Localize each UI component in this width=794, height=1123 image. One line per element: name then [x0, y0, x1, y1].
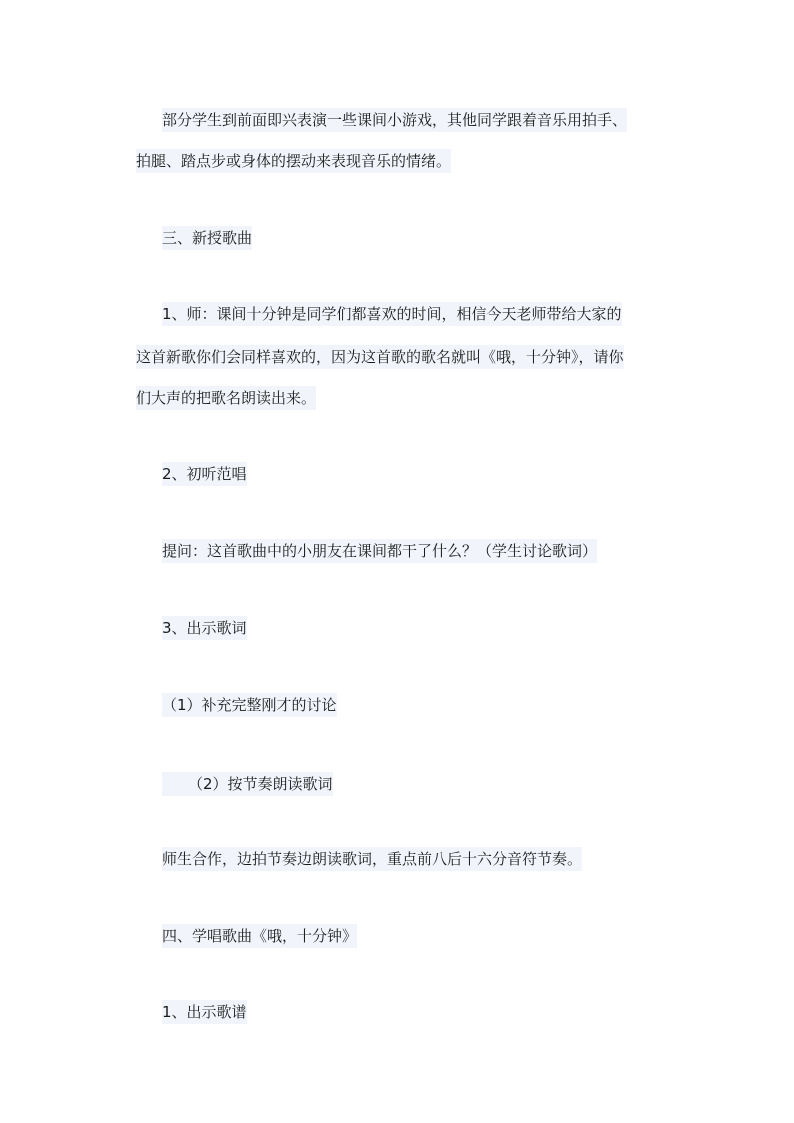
paragraph-activity-line-2: 拍腿、踏点步或身体的摆动来表现音乐的情绪。 — [136, 149, 451, 173]
step-3-line: 3、出示歌词 — [162, 616, 247, 640]
sub-step-1-line: （1）补充完整刚才的讨论 — [162, 693, 337, 717]
step-2-line: 2、初听范唱 — [162, 462, 247, 486]
section-heading-new-song: 三、新授歌曲 — [162, 226, 252, 250]
step-4-1-line: 1、出示歌谱 — [162, 1000, 247, 1024]
question-line: 提问：这首歌曲中的小朋友在课间都干了什么？（学生讨论歌词） — [162, 539, 597, 563]
paragraph-activity-line-1: 部分学生到前面即兴表演一些课间小游戏，其他同学跟着音乐用拍手、 — [162, 108, 627, 132]
section-heading-learn-song: 四、学唱歌曲《哦，十分钟》 — [162, 924, 357, 948]
cooperation-line: 师生合作，边拍节奏边朗读歌词，重点前八后十六分音符节奏。 — [162, 847, 582, 871]
sub-step-2-line — [162, 772, 333, 796]
step-1-line-2: 这首新歌你们会同样喜欢的，因为这首歌的歌名就叫《哦，十分钟》，请你 — [136, 345, 624, 369]
sub-step-2-text: （2）按节奏朗读歌词 — [188, 775, 333, 793]
step-1-line-3: 们大声的把歌名朗读出来。 — [136, 386, 316, 410]
step-1-line-1: 1、师：课间十分钟是同学们都喜欢的时间，相信今天老师带给大家的 — [162, 302, 622, 326]
